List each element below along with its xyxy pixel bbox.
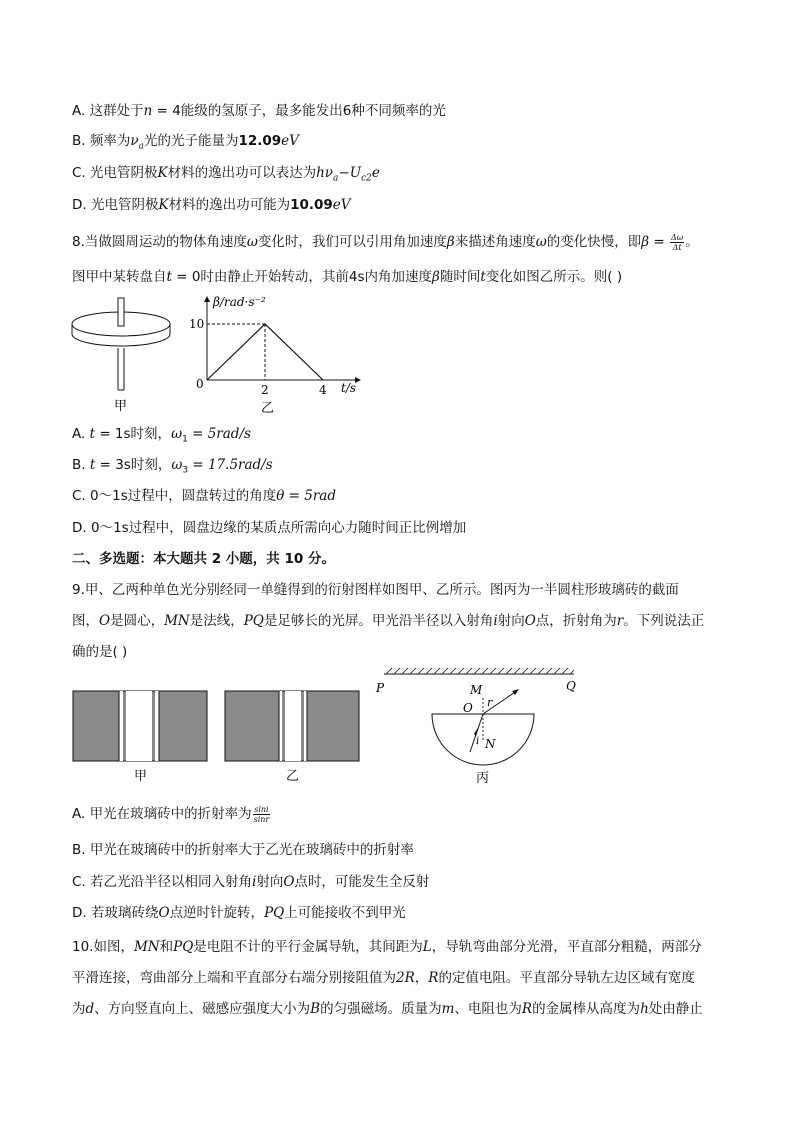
graph-xtick-2: 2 (261, 383, 269, 397)
q8-option-b: B. t = 3s时刻，$\omega_3 = 17.5rad/s$ (72, 457, 273, 476)
diffraction-pattern-yi (224, 690, 360, 784)
diffraction-pattern-jia (72, 690, 208, 784)
glass-brick-figure (374, 664, 584, 788)
label-jia: 甲 (134, 769, 148, 784)
graph-ytick-10: 10 (189, 317, 205, 331)
label-bing: 丙 (476, 771, 490, 786)
label-r: r (487, 696, 493, 709)
q10-stem-line2: 平滑连接，弯曲部分上端和平直部分右端分别接阻值为2R，R的定值电阻。平直部分导轨左边区域有宽度 (72, 970, 695, 986)
label-q: Q (566, 679, 576, 693)
q8-option-d: D. 0～1s过程中，圆盘边缘的某质点所需向心力随时间正比例增加 (72, 520, 467, 536)
q7-option-c: C. 光电管阴极K材料的逸出功可以表达为$h\nu_a-U_{c2}e$ (72, 165, 380, 184)
refracted-ray-arrow (512, 689, 519, 695)
graph-xtick-4: 4 (319, 383, 327, 397)
q8-option-c: C. 0～1s过程中，圆盘转过的角度θ = 5rad (72, 488, 337, 504)
q7-option-d: D. 光电管阴极K材料的逸出功可能为10.09eV (72, 197, 351, 213)
q7-option-b: B. 频率为$\nu_a$光的光子能量为12.09eV (72, 133, 299, 152)
q8-fraction: $\frac{\Delta\omega}{\Delta t}$ (670, 232, 684, 252)
label-p: P (376, 681, 385, 695)
y-axis-arrow (204, 296, 210, 302)
q8-turntable-figure (66, 290, 176, 420)
q9-option-a-fraction: $\frac{\sin i}{\sin r}$ (253, 804, 270, 824)
q7-option-a: A. 这群处于n = 4能级的氢原子，最多能发出6种不同频率的光 (72, 103, 446, 119)
q9-option-b: B. 甲光在玻璃砖中的折射率大于乙光在玻璃砖中的折射率 (72, 842, 414, 858)
q8-beta-t-graph (185, 288, 365, 418)
q9-option-d: D. 若玻璃砖绕O点逆时针旋转，PQ上可能接收不到甲光 (72, 905, 406, 921)
q9-stem-line1: 9.甲、乙两种单色光分别经同一单缝得到的衍射图样如图甲、乙所示。图丙为一半圆柱形玻璃砖的截面 (72, 582, 679, 598)
q8-option-a: A. t = 1s时刻，$\omega_1 = 5rad/s$ (72, 426, 251, 445)
q9-stem-line2: 图，O是圆心，MN是法线，PQ是足够长的光屏。甲光沿半径以入射角i射向O点，折射角为r。下列说法正 (72, 613, 705, 629)
q10-stem-line1: 10.如图，MN和PQ是电阻不计的平行金属导轨，其间距为L，导轨弯曲部分光滑，平直部分粗糙，两部分 (72, 939, 702, 955)
label-o: O (463, 701, 473, 715)
graph-ylabel: β/rad·s⁻² (213, 295, 266, 309)
q10-stem-line3: 为d、方向竖直向上、磁感应强度大小为B的匀强磁场。质量为m、电阻也为R的金属棒从高度为h处由静止 (72, 1001, 703, 1017)
graph-xlabel: t/s (341, 381, 357, 395)
q8-stem-line1: 8.当做圆周运动的物体角速度ω变化时，我们可以引用角加速度β来描述角速度ω的变化快慢，即β = $\frac{\Delta\omega}{\Delta t}$ 。 (72, 232, 699, 252)
q9-option-c: C. 若乙光沿半径以相同入射角i射向O点时，可能发生全反射 (72, 874, 430, 890)
label-i: i (476, 736, 480, 747)
label-m: M (470, 683, 483, 697)
q8-fig-label-yi: 乙 (261, 401, 275, 416)
q8-fig-label-jia: 甲 (114, 399, 128, 414)
graph-origin: 0 (196, 377, 204, 391)
q8-stem-line2: 图甲中某转盘自t = 0时由静止开始转动，其前4s内角加速度β随时间t变化如图乙所示。则( ) (72, 269, 623, 285)
q9-stem-line3: 确的是( ) (72, 644, 128, 660)
label-n: N (485, 737, 496, 751)
q9-option-a: A. 甲光在玻璃砖中的折射率为 $\frac{\sin i}{\sin r}$ (72, 804, 270, 824)
label-yi: 乙 (286, 769, 300, 784)
section-heading-multiple-choice: 二、多选题：本大题共 2 小题，共 10 分。 (72, 551, 335, 567)
